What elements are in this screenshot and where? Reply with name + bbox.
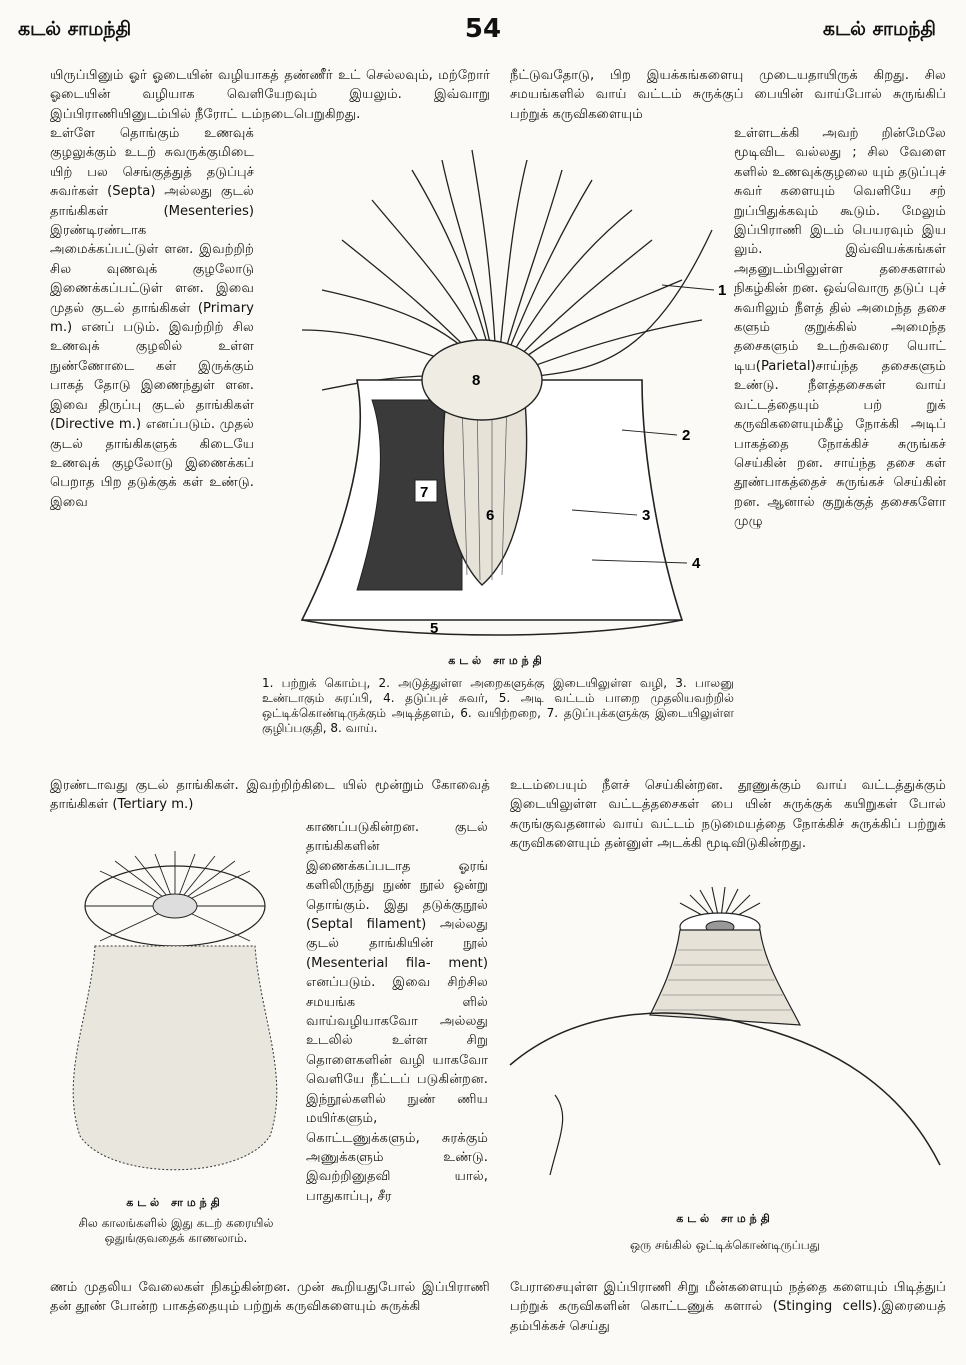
text-mid-right: உடம்பையும் நீளச் செய்கின்றன. தூணுக்கும் வாய் வட்டத்துக்கும் இடையிலுள்ள வட்டத்தசைகள் பை யின் சுருக்குக் கயிறுகள் போல் சுருங்குவதனால் வாய் வட்டம் நடுமையத்தை நோக்கிச் சுருக்கிப் பற்றுக் கருவிகளையும் தன்னுள் அடக்கி மூடிவிடுகின்றது.	[510, 778, 946, 852]
figure-label: 2	[682, 427, 691, 444]
right-figure-title: கடல் சாமந்தி	[676, 1212, 774, 1225]
figure-label: 3	[642, 507, 651, 524]
figure-label: 5	[430, 620, 439, 637]
figure-label: 7	[420, 484, 429, 501]
text-mid-left: இரண்டாவது குடல் தாங்கிகள். இவற்றிற்கிடை யில் மூன்றும் கோவைத் தாங்கிகள் (Tertiary m.)	[50, 778, 490, 813]
text-top-left: யிருப்பினும் ஓர் ஓடையின் வழியாகத் தண்ணீர் உட் செல்லவும், மற்றோர் ஓடையின் வழியாக வெளியேறவும் இயலும். இவ்வாறு இப்பிராணியினுடம்பில் நீரோட் டம்நடைபெறுகிறது.	[50, 68, 490, 122]
main-figure-caption: 1. பற்றுக் கொம்பு, 2. அடுத்துள்ள அறைகளுக்கு இடையிலுள்ள வழி, 3. பாலனு உண்டாகும் சுரப்பி, 4. தடுப்புச் சுவர், 5. அடி வட்டம் பாறை முதலியவற்றில் ஒட்டிக்கொண்டிருக்கும் அடித்தளம், 6. வயிற்றறை, 7. தடுப்புக்களுக்கு இடையிலுள்ள குழிப்பகுதி, 8. வாய்.	[262, 676, 734, 735]
right-figure-caption: ஒரு சங்கில் ஒட்டிக்கொண்டிருப்பது	[629, 1238, 821, 1252]
figure-label: 1	[718, 282, 727, 299]
anemone-on-shell-drawing	[500, 885, 950, 1205]
text-top-right: நீட்டுவதோடு, பிற இயக்கங்களையு முடையதாயிருக் கிறது. சில சமயங்களில் வாய் வட்டம் சுருக்குப் பையின் வாய்போல் சுருங்கிப் பற்றுக் கருவிகளையும்	[510, 68, 946, 122]
figure-label: 6	[486, 507, 495, 524]
figure-label: 4	[692, 555, 701, 572]
anemone-stranded-drawing	[50, 846, 300, 1186]
sea-anemone-on-shell-figure	[500, 885, 950, 1205]
left-figure-title: கடல் சாமந்தி	[126, 1196, 224, 1209]
text-center-narrow: காணப்படுகின்றன. குடல் தாங்கிகளின் இணைக்கப்படாத ஓரங் களிலிருந்து நுண் நூல் ஒன்று தொங்கும். இது தடுக்குநூல் (Septal filament) அல்லது குடல் தாங்கியின் நூல் (Mesenterial fila- ment) எனப்படும். இவை சிற்சில சமயங்க ளில் வாய்வழியாகவோ அல்லது உடலில் உள்ள சிறு தொளைகளின் வழி யாகவோ வெளியே நீட்டப் படுகின்றன. இந்நூல்களில் நுண் ணிய மயிர்களும், கொட்டணுக்களும், சுரக்கும் அணுக்களும் உண்டு. இவற்றினுதவி யால், பாதுகாப்பு, சீர	[306, 820, 488, 1204]
text-left-narrow: உள்ளே தொங்கும் உணவுக் குழலுக்கும் உடற் சுவருக்குமிடை யிற் பல செங்குத்துத் தடுப்புச் சுவர்கள் (Septa) அல்லது குடல் தாங்கிகள் (Mesenteries) இரண்டிரண்டாக அமைக்கப்பட்டுள் ளன. இவற்றிற் சில வுணவுக் குழலோடு இணைக்கப்பட்டுள் ளன. இவை முதல் குடல் தாங்கிகள் (Primary m.) எனப் படும். இவற்றிற் சில உணவுக் குழலில் உள்ள நுண்ணோடை கள் இருக்கும் பாகத் தோடு இணைந்துள் ளன. இவை திருப்பு குடல் தாங்கிகள் (Directive m.) எனப்படும். முதல் குடல் தாங்கிகளுக் கிடையே உணவுக் குழலோடு இணைக்கப் பெறாத பிற தடுக்குக் கள் உண்டு. இவை	[50, 126, 254, 510]
main-figure-title: கடல் சாமந்தி	[448, 654, 546, 667]
sea-anemone-cross-section-figure	[262, 130, 732, 650]
figure-label: 8	[472, 372, 481, 389]
sea-anemone-closed-figure	[50, 846, 300, 1186]
anemone-section-drawing	[262, 130, 732, 650]
page-number: 54	[464, 14, 502, 44]
text-bottom-left: ணம் முதலிய வேலைகள் நிகழ்கின்றன. முன் கூறியதுபோல் இப்பிராணி தன் தூண் போன்ற பாகத்தையும் பற்றுக் கருவிகளையும் சுருக்கி	[50, 1280, 490, 1315]
left-figure-caption: சில காலங்களில் இது கடற் கரையில் ஒதுங்குவதைக் காணலாம்.	[78, 1216, 274, 1245]
text-bottom-right: பேராசையுள்ள இப்பிராணி சிறு மீன்களையும் நத்தை களையும் பிடித்துப் பற்றுக் கருவிகளின் கொட்டணுக் களால் (Stinging cells).இரையைத் தம்பிக்கச் செய்து	[510, 1280, 946, 1334]
running-header-left: கடல் சாமந்தி	[18, 18, 132, 40]
text-right-narrow: உள்ளடக்கி அவற் றின்மேலே மூடிவிட வல்லது ; சில வேளை களில் உணவுக்குழலை யும் தடுப்புச் சுவர் களையும் வெளியே சற் றுப்பிதுக்கவும் கூடும். மேலும் இப்பிராணி இடம் பெயரவும் இய லும். இவ்வியக்கங்கள் அதனுடம்பிலுள்ள தசைகளால் நிகழ்கின் றன. ஒவ்வொரு தடுப் புச் சுவரிலும் நீளத் தில் அமைந்த தசை களும் குறுக்கில் அமைந்த தசைகளும் உடற்சுவரை யொட் டிய(Parietal)சாய்ந்த தசைகளும் உண்டு. நீளத்தசைகள் வாய் வட்டத்தையும் பற் றுக் கருவிகளையும்கீழ் நோக்கி அடிப் பாகத்தை நோக்கிச் சுருங்கச் செய்கின் றன. சாய்ந்த தசை கள் தூண்பாகத்தைச் சுருங்கச் செய்கின் றன. ஆனால் குறுக்குத் தசைகளோ முழு	[734, 126, 946, 530]
running-header-right: கடல் சாமந்தி	[822, 18, 936, 40]
